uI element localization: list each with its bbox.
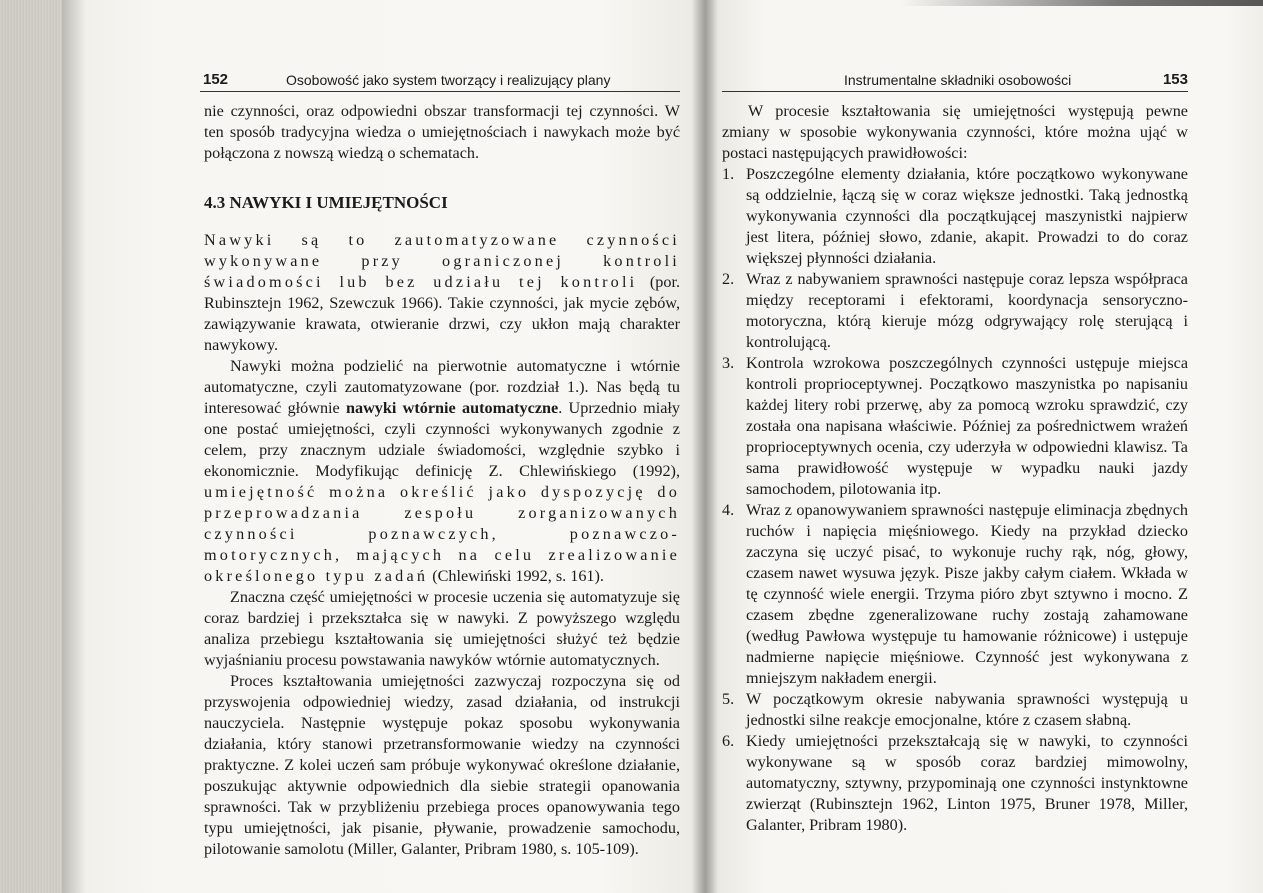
list-item-number: 2. — [722, 270, 735, 288]
left-header-rule — [200, 91, 680, 92]
right-page-number: 153 — [1162, 71, 1188, 88]
left-page-number: 152 — [203, 71, 229, 88]
regularities-list — [722, 164, 1188, 836]
left-text-column — [204, 101, 680, 860]
section-heading: 4.3 NAWYKI I UMIEJĘTNOŚCI — [204, 193, 448, 212]
book-gutter — [692, 0, 718, 893]
scan-edge — [900, 0, 1263, 6]
list-item — [722, 353, 1188, 500]
page-edges — [0, 0, 62, 893]
list-item-number: 5. — [722, 690, 735, 708]
list-item-number: 3. — [722, 354, 735, 372]
right-running-title: Instrumentalne składniki osobowości — [844, 72, 1072, 88]
classification-text-b: . Uprzednio miały one postać umiejętności, czyli czynności wykonywanych zgodnie z celem, przy znacznym udziale świadomości, względnie szybko i ekonomicznie. Modyfikując definicję Z. Chlewińskiego (1992), — [204, 399, 680, 480]
definition-rest-text: (por. Rubinsztejn 1962, Szewczuk 1966). Takie czynności, jak mycie zębów, zawiązywanie krawata, otwieranie drzwi, czy ukłon mają charakter nawykowy. — [204, 273, 680, 354]
definition-spaced-text: Nawyki są to zautomatyzowane czynności wykonywane przy ograniczonej kontroli świadomości lub bez udziału tej kontroli — [204, 231, 680, 291]
list-item-number: 6. — [722, 732, 735, 750]
list-item-text: Poszczególne elementy działania, które początkowo wykonywane są oddzielnie, łączą się w coraz większe jednostki. Taką jednostką wykonywania czynności dla początkującej maszynistki najpierw jest litera, później słowo, zdanie, akapit. Prowadzi to do coraz większej płynności działania. — [746, 165, 1188, 267]
page-edge-shadow — [62, 0, 86, 893]
classification-text-a: Nawyki można podzielić na pierwotnie automatyczne i wtórnie automatyczne, czyli zautomatyzowane (por. rozdział 1.). Nas będą tu interesować głównie — [204, 357, 680, 417]
list-item — [722, 731, 1188, 836]
list-item — [722, 269, 1188, 353]
list-item-text: W początkowym okresie nabywania sprawności występują u jednostki silne reakcje emocjonalne, które z czasem słabną. — [746, 690, 1188, 729]
left-running-title: Osobowość jako system tworzący i realizujący plany — [286, 72, 611, 88]
process-paragraph: Proces kształtowania umiejętności zazwyczaj rozpoczyna się od przyswojenia odpowiedniej wiedzy, zasad działania, od instrukcji nauczyciela. Następnie występuje pokaz sposobu wykonywania działania, który stanowi przetransformowanie wiedzy na czynności praktyczne. Z kolei uczeń sam próbuje wykonywać określone działanie, poszukując aktywnie odpowiednich dla siebie strategii opanowania sprawności. Tak w przybliżeniu przebiega proces opanowywania tego typu umiejętności, jak pisanie, pływanie, prowadzenie samochodu, pilotowanie samolotu (Miller, Galanter, Pribram 1980, s. 105-109). — [204, 672, 680, 858]
list-item — [722, 689, 1188, 731]
right-text-column — [722, 101, 1188, 836]
classification-citation: (Chlewiński 1992, s. 161). — [428, 567, 604, 585]
list-item-text: Kontrola wzrokowa poszczególnych czynności ustępuje miejsca kontroli proprioceptywnej. Początkowo maszynistka po napisaniu każdej litery robi przerwę, aby za pomocą wzroku sprawdzić, czy została ona napisana właściwie. Później za pośrednictwem wrażeń proprioceptywnych ocenia, czy uderzyła w odpowiedni klawisz. Ta sama prawidłowość występuje w wypadku nauki jazdy samochodem, pilotowania itp. — [746, 354, 1188, 498]
list-item-text: Wraz z opanowywaniem sprawności następuje eliminacja zbędnych ruchów i napięcia mięśniowego. Kiedy na przykład dziecko zaczyna się uczyć pisać, to wykonuje ruchy rąk, nóg, głowy, czasem nawet wysuwa język. Pisze jakby całym ciałem. Wkłada w tę czynność wiele energii. Trzyma pióro zbyt sztywno i mocno. Z czasem zbędne zgeneralizowane ruchy zostają zahamowane (według Pawłowa występuje tu hamowanie różnicowe) i ustępuje nadmierne napięcie mięśniowe. Czynność jest wykonywana z mniejszym nakładem energii. — [746, 501, 1188, 687]
right-intro-paragraph: W procesie kształtowania się umiejętności występują pewne zmiany w sposobie wykonywania czynności, które można ująć w postaci następujących prawidłowości: — [722, 102, 1188, 162]
automation-paragraph: Znaczna część umiejętności w procesie uczenia się automatyzuje się coraz bardziej i przekształca się w nawyki. Z powyższego względu analiza przebiegu kształtowania się umiejętności służyć też będzie wyjaśnianiu procesu powstawania nawyków wtórnie automatycznych. — [204, 588, 680, 669]
right-running-head — [728, 71, 1188, 91]
right-header-rule — [722, 91, 1188, 92]
list-item-text: Wraz z nabywaniem sprawności następuje coraz lepsza współpraca między receptorami i efektorami, koordynacja sensoryczno-motoryczna, którą kieruje mózg odgrywający rolę sterującą i kontrolującą. — [746, 270, 1188, 351]
classification-bold-text: nawyki wtórnie automatyczne — [346, 399, 559, 417]
definition-paragraph — [204, 230, 680, 356]
list-item-text: Kiedy umiejętności przekształcają się w nawyki, to czynności wykonywane są w sposób coraz bardziej mimowolny, automatyczny, sztywny, przypominają one czynności instynktowne zwierząt (Rubinsztejn 1962, Linton 1975, Bruner 1978, Miller, Galanter, Pribram 1980). — [746, 732, 1188, 834]
intro-paragraph: nie czynności, oraz odpowiedni obszar transformacji tej czynności. W ten sposób tradycyjna wiedza o umiejętnościach i nawykach może być połączona z nowszą wiedzą o schematach. — [204, 102, 680, 162]
classification-paragraph — [204, 356, 680, 587]
skill-definition-spaced-text: umiejętność można określić jako dyspozycję do przeprowadzania zespołu zorganizowanych czynności poznawczych, poznawczo-motorycznych, mających na celu zrealizowanie określonego typu zadań — [204, 483, 680, 585]
list-item-number: 4. — [722, 501, 735, 519]
list-item — [722, 500, 1188, 689]
left-running-head — [203, 71, 675, 91]
list-item — [722, 164, 1188, 269]
list-item-number: 1. — [722, 165, 735, 183]
